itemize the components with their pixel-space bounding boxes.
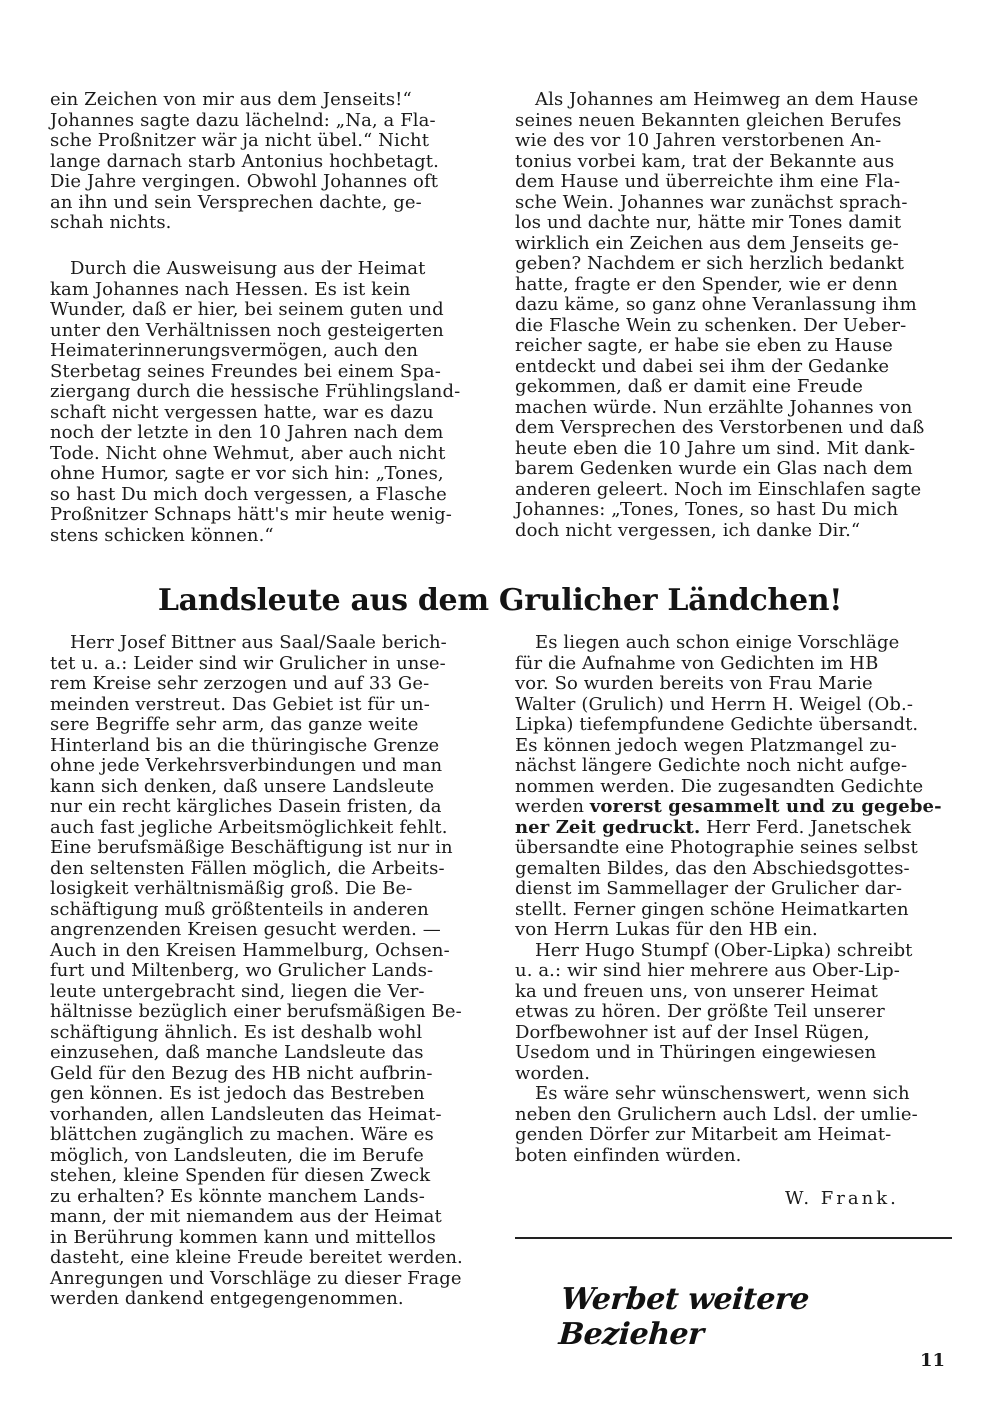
text-line: reicher sagte, er habe sie eben zu Hause xyxy=(515,335,893,356)
text-line: barem Gedenken wurde ein Glas nach dem xyxy=(515,458,913,479)
text-line: dasteht, eine kleine Freude bereitet werden. xyxy=(50,1247,463,1268)
text-line: gemalten Bildes, das den Abschiedsgottes- xyxy=(515,857,910,879)
text-line: Tode. Nicht ohne Wehmut, aber auch nicht xyxy=(50,442,446,464)
left-column-top-paragraph-1 xyxy=(50,90,490,234)
text-line: hatte, fragte er den Spender, wie er denn xyxy=(515,273,898,295)
right-column-top-paragraph xyxy=(515,90,955,541)
text-line: rem Kreise sehr zerzogen und auf 33 Ge- xyxy=(50,673,430,694)
article-headline: Landsleute aus dem Grulicher Ländchen! xyxy=(157,583,843,618)
text-line: losigkeit verhältnismäßig groß. Die Be- xyxy=(50,878,413,899)
bold-text: ner Zeit gedruckt. xyxy=(515,816,701,838)
left-column-top-paragraph-2 xyxy=(50,259,490,546)
text-line: Es können jedoch wegen Platzmangel zu- xyxy=(515,734,897,756)
text-line: geben? Nachdem er sich herzlich bedankt xyxy=(515,253,905,274)
text-line: werden dankend entgegengenommen. xyxy=(50,1288,404,1309)
text-line: machen würde. Nun erzählte Johannes von xyxy=(515,396,913,418)
text-line: Johannes sagte dazu lächelnd: „Na, a Fla- xyxy=(50,109,436,131)
text-line: nächst längere Gedichte noch nicht aufge- xyxy=(515,755,908,776)
text-line: tonius vorbei kam, trat der Bekannte aus xyxy=(515,150,895,172)
text-line: Proßnitzer Schnaps hätt's mir heute wenig- xyxy=(50,504,452,525)
bold-text: vorerst gesammelt und zu gegebe- xyxy=(589,796,942,817)
text-line: den seltensten Fällen möglich, die Arbeits- xyxy=(50,857,445,879)
text-line: dienst im Sammellager der Grulicher dar- xyxy=(515,878,903,899)
text-line: ohne jede Verkehrsverbindungen und man xyxy=(50,755,443,776)
text-line: Heimaterinnerungsvermögen, auch den xyxy=(50,340,419,361)
text-line: Eine berufsmäßige Beschäftigung ist nur in xyxy=(50,837,453,858)
text-line: sche Wein. Johannes war zunächst sprach- xyxy=(515,191,908,213)
text-fragment: werden xyxy=(515,796,590,817)
text-line: wie des vor 10 Jahren verstorbenen An- xyxy=(515,130,882,151)
text-line: Es liegen auch schon einige Vorschläge xyxy=(535,632,900,653)
text-line: Hinterland bis an die thüringische Grenze xyxy=(50,734,440,756)
text-line: schäftigung ähnlich. Es ist deshalb wohl xyxy=(50,1021,423,1043)
text-line: dem Hause und überreichte ihm eine Fla- xyxy=(515,171,901,192)
text-line: schah nichts. xyxy=(50,212,172,233)
text-line: möglich, von Landsleuten, die im Berufe xyxy=(50,1144,424,1166)
text-line: kann sich denken, daß unsere Landsleute xyxy=(50,775,435,797)
text-line: blättchen zugänglich zu machen. Wäre es xyxy=(50,1124,434,1145)
text-line: Dorfbewohner ist auf der Insel Rügen, xyxy=(515,1021,870,1043)
text-line: auch fast jegliche Arbeitsmöglichkeit fehlt. xyxy=(50,816,448,838)
text-line: dem Versprechen des Verstorbenen und daß xyxy=(515,417,925,438)
text-line: meinden verstreut. Das Gebiet ist für un- xyxy=(50,693,430,715)
text-line: Geld für den Bezug des HB nicht aufbrin- xyxy=(50,1062,433,1084)
text-line: schaft nicht vergessen hatte, war es dazu xyxy=(50,401,434,423)
right-column-bottom-paragraph-1 xyxy=(515,633,955,1166)
text-line: Die Jahre vergingen. Obwohl Johannes oft xyxy=(50,171,439,192)
text-line: boten einfinden würden. xyxy=(515,1144,742,1166)
text-fragment: Herr Ferd. Janetschek xyxy=(700,816,912,838)
divider-line xyxy=(515,1237,952,1239)
text-line: stehen, kleine Spenden für diesen Zweck xyxy=(50,1165,431,1186)
text-line: Herr Josef Bittner aus Saal/Saale berich- xyxy=(70,632,447,653)
text-line: worden. xyxy=(515,1062,591,1084)
text-line: neben den Grulichern auch Ldsl. der umlie- xyxy=(515,1103,918,1125)
text-line: ohne Humor, sagte er vor sich hin: „Tones, xyxy=(50,463,444,484)
text-line: heute eben die 10 Jahre um sind. Mit dank- xyxy=(515,437,916,459)
text-line: Auch in den Kreisen Hammelburg, Ochsen- xyxy=(50,939,450,961)
text-line: Durch die Ausweisung aus der Heimat xyxy=(70,258,426,279)
text-line: los und dachte nur, hätte mir Tones damit xyxy=(515,212,902,233)
text-line: Usedom und in Thüringen eingewiesen xyxy=(515,1042,877,1063)
text-line: Wunder, daß er hier, bei seinem guten und xyxy=(50,299,444,320)
text-line: Sterbetag seines Freundes bei einem Spa- xyxy=(50,360,441,382)
text-line: kam Johannes nach Hessen. Es ist kein xyxy=(50,278,411,300)
text-line: vorhanden, allen Landsleuten das Heimat- xyxy=(50,1103,442,1125)
text-line: stens schicken können.“ xyxy=(50,524,274,546)
text-line: Lipka) tiefempfundene Gedichte übersandt. xyxy=(515,714,919,735)
text-line-with-bold xyxy=(515,797,955,818)
text-line: an ihn und sein Versprechen dachte, ge- xyxy=(50,191,422,213)
text-line: Es wäre sehr wünschenswert, wenn sich xyxy=(535,1083,910,1104)
text-line: gen können. Es ist jedoch das Bestreben xyxy=(50,1083,425,1104)
text-line: schäftigung muß größtenteils in anderen xyxy=(50,898,429,920)
text-line: anderen geleert. Noch im Einschlafen sagte xyxy=(515,478,922,500)
text-line: ziergang durch die hessische Frühlingsland- xyxy=(50,381,461,402)
text-line: Als Johannes am Heimweg an dem Hause xyxy=(535,89,919,110)
text-line: unter den Verhältnissen noch gesteigerten xyxy=(50,319,444,341)
text-line: ka und freuen uns, von unserer Heimat xyxy=(515,980,878,1002)
text-line: wirklich ein Zeichen aus dem Jenseits ge- xyxy=(515,232,899,254)
text-line: Anregungen und Vorschläge zu dieser Frage xyxy=(50,1267,462,1289)
text-line: von Herrn Lukas für den HB ein. xyxy=(515,919,818,940)
text-line: ein Zeichen von mir aus dem Jenseits!“ xyxy=(50,89,412,110)
text-line: die Flasche Wein zu schenken. Der Ueber- xyxy=(515,314,907,336)
text-line: zu erhalten? Es könnte manchem Lands- xyxy=(50,1185,425,1207)
text-line: genden Dörfer zur Mitarbeit am Heimat- xyxy=(515,1124,892,1145)
text-line: u. a.: wir sind hier mehrere aus Ober-Lip- xyxy=(515,960,900,981)
text-line: Herr Hugo Stumpf (Ober-Lipka) schreibt xyxy=(535,939,913,961)
text-line: seines neuen Bekannten gleichen Berufes xyxy=(515,109,902,131)
text-line: einzusehen, daß manche Landsleute das xyxy=(50,1042,424,1063)
text-line: so hast Du mich doch vergessen, a Flasche xyxy=(50,483,447,505)
text-line: leute untergebracht sind, liegen die Ver- xyxy=(50,980,425,1002)
text-line: sere Begriffe sehr arm, das ganze weite xyxy=(50,714,419,735)
text-line: sche Proßnitzer wär ja nicht übel.“ Nicht xyxy=(50,130,430,151)
text-line: tet u. a.: Leider sind wir Grulicher in unse- xyxy=(50,652,446,674)
text-line: für die Aufnahme von Gedichten im HB xyxy=(515,652,879,674)
text-line: mann, der mit niemandem aus der Heimat xyxy=(50,1206,442,1227)
text-line: übersandte eine Photographie seines selbst xyxy=(515,837,918,858)
text-line: etwas zu hören. Der größte Teil unserer xyxy=(515,1001,885,1022)
text-line: angrenzenden Kreisen gesucht werden. — xyxy=(50,919,441,940)
text-line: Johannes: „Tones, Tones, so hast Du mich xyxy=(515,499,899,520)
text-line: nommen werden. Die zugesandten Gedichte xyxy=(515,775,924,797)
text-line: doch nicht vergessen, ich danke Dir.“ xyxy=(515,519,861,541)
text-line: Walter (Grulich) und Herrn H. Weigel (Ob.- xyxy=(515,693,914,715)
text-line: entdeckt und dabei sei ihm der Gedanke xyxy=(515,355,890,377)
text-line: gekommen, daß er damit eine Freude xyxy=(515,376,864,397)
left-column-bottom-paragraph xyxy=(50,633,490,1310)
text-line: dazu käme, so ganz ohne Veranlassung ihm xyxy=(515,294,917,315)
text-line: vor. So wurden bereits von Frau Marie xyxy=(515,673,873,694)
text-line: lange darnach starb Antonius hochbetagt. xyxy=(50,150,439,172)
text-line: furt und Miltenberg, wo Grulicher Lands- xyxy=(50,960,434,981)
page-number: 11 xyxy=(920,1350,946,1371)
text-line-with-bold xyxy=(515,818,955,839)
text-line: hältnisse bezüglich einer berufsmäßigen Be- xyxy=(50,1001,462,1022)
promo-slogan: Werbet weitere Bezieher xyxy=(557,1282,811,1352)
signature: W. Frank. xyxy=(785,1188,899,1209)
text-line: noch der letzte in den 10 Jahren nach dem xyxy=(50,422,444,443)
text-line: stellt. Ferner gingen schöne Heimatkarten xyxy=(515,898,909,920)
text-line: in Berührung kommen kann und mittellos xyxy=(50,1226,436,1248)
text-line: nur ein recht kärgliches Dasein fristen, da xyxy=(50,796,442,817)
